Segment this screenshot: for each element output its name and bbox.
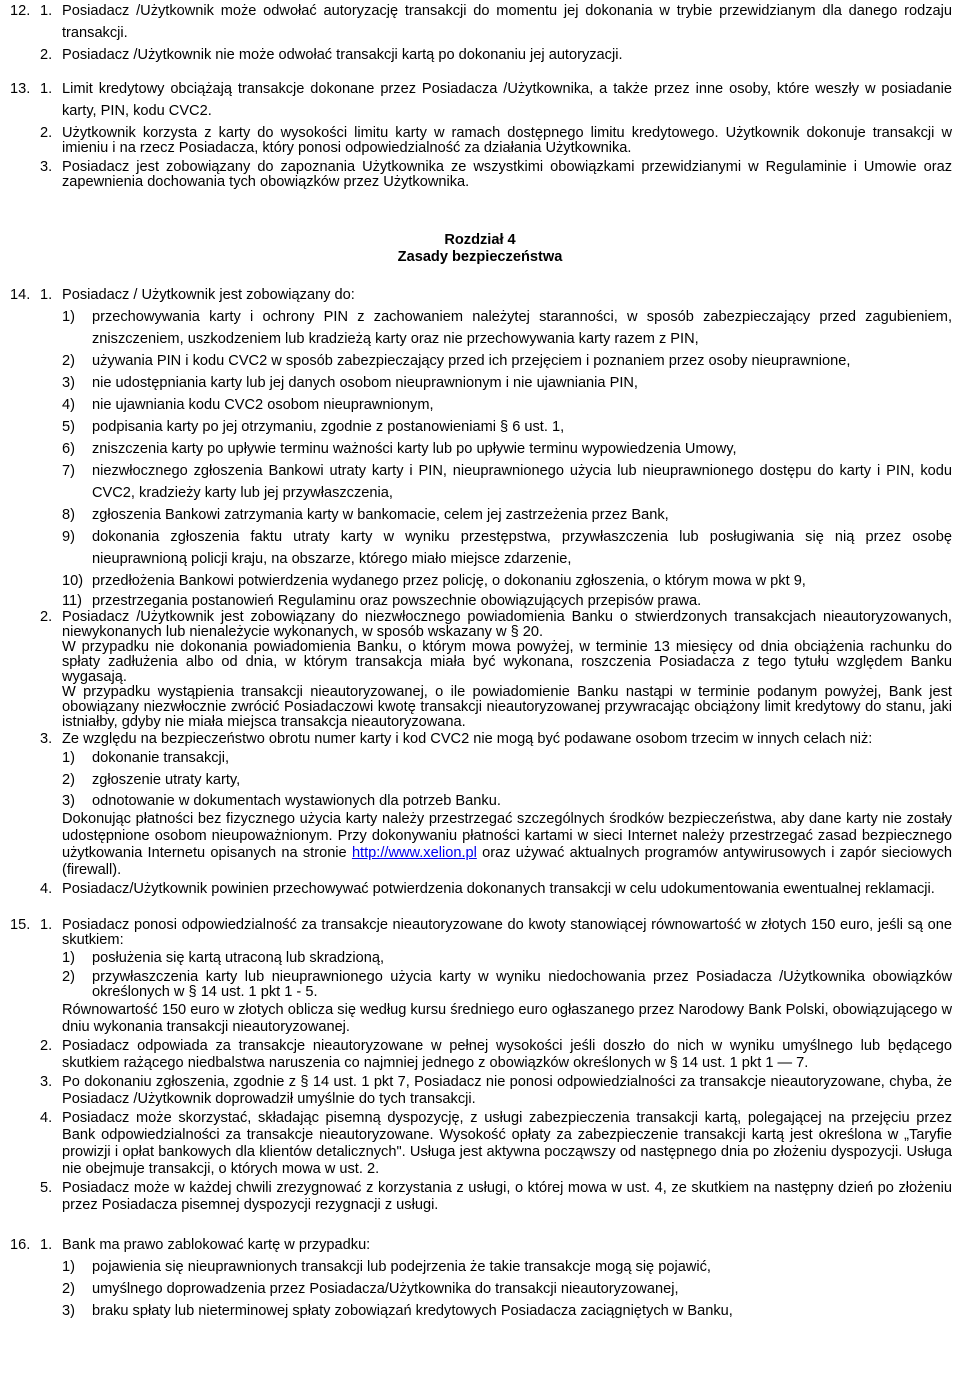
list-item (0, 570, 960, 592)
item-number: 10) (62, 573, 84, 589)
section-number: 14. (10, 287, 31, 303)
section-13 (0, 78, 960, 122)
list-item (0, 1256, 960, 1278)
item-number: 1) (62, 309, 75, 325)
list-item (0, 350, 960, 372)
item-number: 2) (62, 772, 75, 788)
item-number: 1) (62, 950, 75, 966)
section-15 (0, 918, 960, 948)
item-number: 2) (62, 1281, 75, 1297)
paragraph-text: Posiadacz ponosi odpowiedzialność za transakcje nieautoryzowane do kwoty stanowiącej równowartość w złotych 150 euro, jeśli są one skutkiem: (62, 917, 952, 948)
paragraph-number: 1. (40, 917, 53, 933)
list-item (0, 372, 960, 394)
list-item (0, 747, 960, 769)
paragraph-number: 2. (40, 1038, 53, 1054)
chapter-heading (0, 232, 960, 266)
list-item (0, 504, 960, 526)
security-note-text: Dokonując płatności bez fizycznego użycia karty należy przestrzegać szczególnych środków bezpieczeństwa, aby dane karty nie zostały udostępnione osobom nieupoważnionym. Przy dokonywaniu płatności kartami w sieci Internet należy przestrzegać zasad bezpiecznego użytkowania Internetu opisanych na stronie (62, 811, 952, 861)
list-item (0, 970, 960, 1000)
paragraph-text: Posiadacz /Użytkownik nie może odwołać transakcji kartą po dokonaniu jej autoryzacji. (62, 47, 623, 63)
paragraph-text: Użytkownik korzysta z karty do wysokości limitu karty w ramach dostępnego limitu kredytowego. Użytkownik dokonuje transakcji w imieniu i na rzecz Posiadacza, który ponosi odpowiedzialność za działania Użytkownika. (62, 125, 952, 156)
item-number: 3) (62, 1303, 75, 1319)
item-number: 3) (62, 793, 75, 809)
item-number: 8) (62, 507, 75, 523)
security-note-text-end: oraz używać aktualnych programów antywirusowych i zapór sieciowych (firewall). (62, 845, 953, 878)
paragraph-number: 1. (40, 3, 53, 19)
list-item (0, 460, 960, 504)
paragraph-text: Posiadacz/Użytkownik powinien przechowywać potwierdzenia dokonanych transakcji w celu udokumentowania ewentualnej reklamacji. (62, 881, 935, 897)
paragraph-text-continued: W przypadku wystąpienia transakcji nieautoryzowanej, o ile powiadomienie Banku nastąpi w terminie podanym powyżej, Bank jest obowiązany niezwłocznie zwrócić Posiadaczowi kwotę transakcji nieautoryzowanej przywracając obciążony limit kredytowy do stanu, jaki istniałby, gdyby nie miała miejsca transakcja nieautoryzowana. (62, 684, 952, 730)
paragraph-text: Limit kredytowy obciążają transakcje dokonane przez Posiadacza /Użytkownika, a także przez inne osoby, które weszły w posiadanie karty, PIN, kodu CVC2. (62, 81, 952, 119)
list-item (0, 306, 960, 350)
list-item (0, 1300, 960, 1322)
section-16 (0, 1234, 960, 1256)
paragraph-text: Ze względu na bezpieczeństwo obrotu numer karty i kod CVC2 nie mogą być podawane osobom trzecim w innych celach niż: (62, 731, 873, 747)
section-number: 13. (10, 81, 31, 97)
paragraph (0, 1038, 960, 1072)
paragraph-number: 2. (40, 609, 53, 625)
list-item (0, 1278, 960, 1300)
paragraph (0, 732, 960, 747)
section-14 (0, 284, 960, 306)
item-text: niezwłocznego zgłoszenia Bankowi utraty karty i PIN, nieuprawnionego użycia lub nieuprawnionego dostępu do karty i PIN, kodu CVC2, kradzieży karty lub jej przywłaszczenia, (92, 463, 952, 501)
item-text: braku spłaty lub nieterminowej spłaty zobowiązań kredytowych Posiadacza zaciągniętych w Banku, (92, 1303, 733, 1319)
item-number: 2) (62, 969, 75, 985)
paragraph-text-continued: Równowartość 150 euro w złotych oblicza się według kursu średniego euro ogłaszanego przez Narodowy Bank Polski, obowiązującego w dniu wykonania transakcji nieautoryzowanej. (62, 1002, 952, 1035)
section-number: 15. (10, 917, 31, 933)
item-number: 3) (62, 375, 75, 391)
item-text: posłużenia się kartą utraconą lub skradzioną, (92, 950, 385, 966)
item-text: przechowywania karty i ochrony PIN z zachowaniem należytej staranności, w sposób zabezpieczający przed zagubieniem, zniszczeniem, uszkodzeniem lub kradzieżą karty oraz nie przechowywania karty razem z PIN, (92, 309, 952, 347)
item-text: nie ujawniania kodu CVC2 osobom nieuprawnionym, (92, 397, 434, 413)
paragraph-text: Posiadacz jest zobowiązany do zapoznania Użytkownika ze wszystkimi obowiązkami przewidzianymi w Regulaminie i Umowie oraz zapewnienia dochowania tych obowiązków przez Użytkownika. (62, 159, 952, 190)
paragraph-number: 3. (40, 1074, 53, 1090)
item-number: 6) (62, 441, 75, 457)
paragraph (0, 160, 960, 190)
item-number: 2) (62, 353, 75, 369)
paragraph-number: 2. (40, 47, 53, 63)
item-text: odnotowanie w dokumentach wystawionych dla potrzeb Banku. (92, 793, 501, 809)
item-number: 1) (62, 1259, 75, 1275)
paragraph-text: Bank ma prawo zablokować kartę w przypadku: (62, 1237, 371, 1253)
paragraph-text: Po dokonaniu zgłoszenia, zgodnie z § 14 ust. 1 pkt 7, Posiadacz nie ponosi odpowiedzialności za transakcje nieautoryzowane, chyba, że Posiadacz /Użytkownik doprowadził umyślnie do tych transakcji. (62, 1074, 952, 1107)
paragraph-number: 3. (40, 159, 53, 175)
item-number: 9) (62, 529, 75, 545)
item-text: przywłaszczenia karty lub nieuprawnionego użycia karty w wyniku niedochowania przez Posiadacza /Użytkownika obowiązków określonych w § 14 ust. 1 pkt 1 - 5. (92, 969, 952, 1000)
item-text: podpisania karty po jej otrzymaniu, zgodnie z postanowieniami § 6 ust. 1, (92, 419, 565, 435)
list-item (0, 592, 960, 610)
paragraph-number: 2. (40, 125, 53, 141)
item-number: 5) (62, 419, 75, 435)
section-number: 16. (10, 1237, 31, 1253)
paragraph (0, 1180, 960, 1214)
item-number: 1) (62, 750, 75, 766)
list-item (0, 416, 960, 438)
paragraph-number: 4. (40, 881, 53, 897)
paragraph-number: 1. (40, 81, 53, 97)
paragraph-number: 4. (40, 1110, 53, 1126)
item-number: 4) (62, 397, 75, 413)
paragraph (0, 1074, 960, 1108)
chapter-subtitle: Zasady bezpieczeństwa (397, 249, 563, 265)
paragraph-text: Posiadacz odpowiada za transakcje nieautoryzowane w pełnej wysokości jeśli doszło do nich w wyniku umyślnego lub będącego skutkiem rażącego niedbalstwa naruszenia co najmniej jednego z obowiązków określonych w § 14 ust. 1 pkt 1 — 7. (62, 1038, 952, 1071)
section-number: 12. (10, 3, 31, 19)
paragraph-text: Posiadacz /Użytkownik jest zobowiązany do niezwłocznego powiadomienia Banku o stwierdzonych transakcjach nieautoryzowanych, niewykonanych lub nienależycie wykonanych, w sposób wskazany w § 20. (62, 609, 952, 640)
paragraph-number: 5. (40, 1180, 53, 1196)
section-12 (0, 0, 960, 44)
item-text: pojawienia się nieuprawnionych transakcji lub podejrzenia że takie transakcje mogą się pojawić, (92, 1259, 711, 1275)
xelion-link[interactable]: http://www.xelion.pl (351, 845, 477, 861)
paragraph (0, 126, 960, 156)
list-item (0, 948, 960, 968)
list-item (0, 769, 960, 791)
paragraph-text-continued (62, 811, 952, 879)
paragraph-text: Posiadacz / Użytkownik jest zobowiązany do: (62, 287, 355, 303)
paragraph-number: 1. (40, 1237, 53, 1253)
paragraph-text-continued: W przypadku nie dokonania powiadomienia Banku, o którym mowa powyżej, w terminie 13 miesięcy od dnia obciążenia rachunku do spłaty zadłużenia albo od dnia, w którym transakcja miała być wykonana, roszczenia Posiadacza z tego tytułu względem Banku wygasają. (62, 639, 952, 685)
paragraph-number: 1. (40, 287, 53, 303)
item-number: 7) (62, 463, 75, 479)
item-text: zgłoszenie utraty karty, (92, 772, 241, 788)
list-item (0, 791, 960, 811)
item-text: nie udostępniania karty lub jej danych osobom nieuprawnionym i nie ujawniania PIN, (92, 375, 638, 391)
list-item (0, 394, 960, 416)
list-item (0, 526, 960, 570)
item-text: używania PIN i kodu CVC2 w sposób zabezpieczający przed ich przejęciem i poznaniem przez osoby nieuprawnione, (92, 353, 851, 369)
paragraph-text: Posiadacz może w każdej chwili zrezygnować z korzystania z usługi, o której mowa w ust. 4, ze skutkiem na następny dzień po złożeniu przez Posiadacza pisemnej dyspozycji rezygnacji z usługi. (62, 1180, 952, 1213)
item-text: dokonanie transakcji, (92, 750, 230, 766)
paragraph (0, 1110, 960, 1178)
paragraph (0, 881, 960, 898)
chapter-title: Rozdział 4 (444, 232, 516, 248)
item-number: 11) (62, 593, 83, 609)
item-text: dokonania zgłoszenia faktu utraty karty w wyniku przestępstwa, przywłaszczenia lub posługiwania się nią przez osobę nieuprawnioną policji kraju, na obszarze, którego miało miejsce zdarzenie, (92, 529, 952, 567)
item-text: przestrzegania postanowień Regulaminu oraz powszechnie obowiązujących przepisów prawa. (92, 593, 702, 609)
paragraph-number: 3. (40, 731, 53, 747)
item-text: zniszczenia karty po upływie terminu ważności karty lub po upływie terminu wypowiedzenia Umowy, (92, 441, 737, 457)
paragraph (0, 610, 960, 730)
item-text: przedłożenia Bankowi potwierdzenia wydanego przez policję, o dokonaniu zgłoszenia, o którym mowa w pkt 9, (92, 573, 806, 589)
paragraph (0, 44, 960, 66)
paragraph-text: Posiadacz może skorzystać, składając pisemną dyspozycję, z usługi zabezpieczenia transakcji kartą, polegającej na przejęciu przez Bank odpowiedzialności za transakcje nieautoryzowane. Wysokość opłaty za zabezpieczenie transakcji kartą jest określona w „Taryfie prowizji i opłat bankowych dla klientów detalicznych". Usługa jest aktywna począwszy od następnego dnia po złożeniu dyspozycji. Usługa nie obejmuje transakcji, o których mowa w ust. 2. (62, 1110, 952, 1177)
paragraph-text: Posiadacz /Użytkownik może odwołać autoryzację transakcji do momentu jej dokonania w trybie przewidzianym dla danego rodzaju transakcji. (62, 3, 952, 41)
item-text: umyślnego doprowadzenia przez Posiadacza/Użytkownika do transakcji nieautoryzowanej, (92, 1281, 679, 1297)
item-text: zgłoszenia Bankowi zatrzymania karty w bankomacie, celem jej zastrzeżenia przez Bank, (92, 507, 669, 523)
list-item (0, 438, 960, 460)
